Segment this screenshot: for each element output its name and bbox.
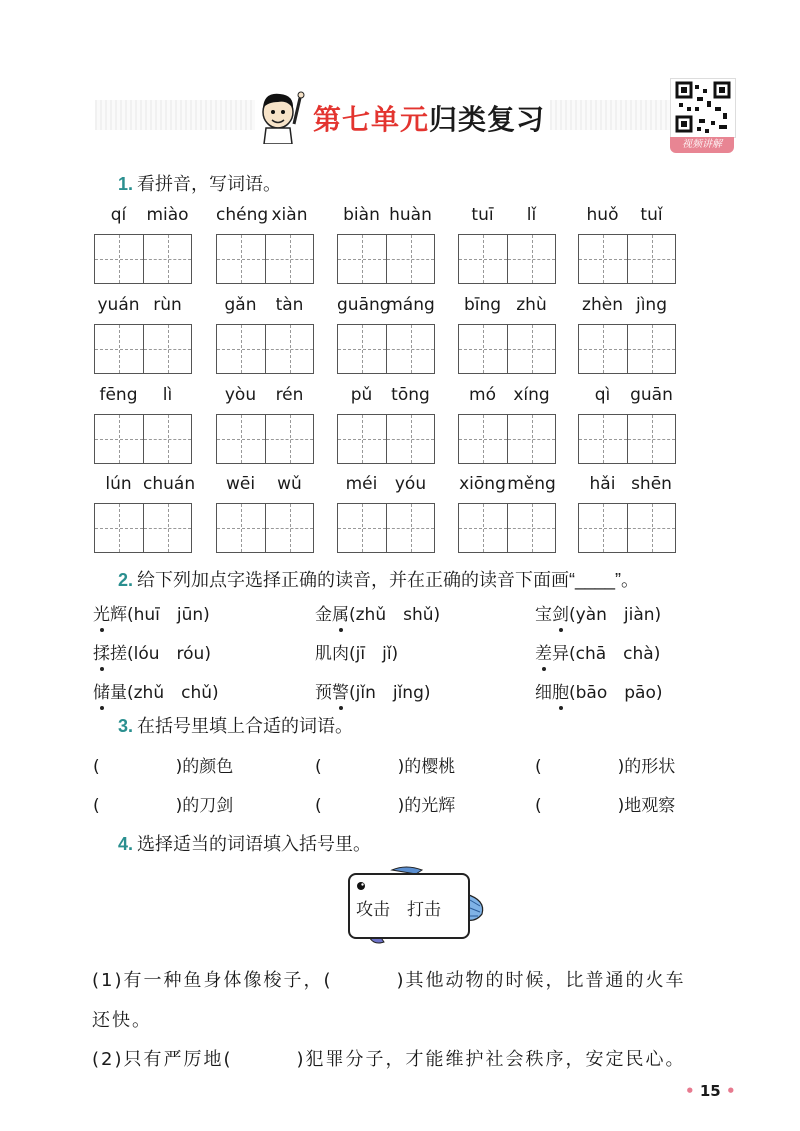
pinyin-item (94, 205, 192, 285)
pinyin-syllable: yuán (97, 295, 140, 315)
pinyin-syllable: lún (105, 474, 132, 494)
writing-cell[interactable] (386, 415, 434, 463)
writing-cell[interactable] (627, 235, 675, 283)
q4-sentence-2 (92, 1045, 686, 1071)
writing-cell[interactable] (217, 415, 265, 463)
pinyin-label (458, 295, 556, 315)
pinyin-syllable: qí (110, 205, 127, 225)
writing-cell[interactable] (627, 415, 675, 463)
writing-cell[interactable] (143, 415, 191, 463)
writing-cell[interactable] (338, 415, 386, 463)
pinyin-syllable: chuán (143, 474, 196, 494)
writing-box-pair (94, 503, 192, 553)
writing-box-pair (337, 503, 435, 553)
writing-box-pair (94, 324, 192, 374)
pinyin-syllable: měng (507, 474, 556, 494)
writing-cell[interactable] (579, 415, 627, 463)
q4-title (118, 830, 371, 856)
pinyin-syllable: guān (630, 385, 673, 405)
dotted-character: 胞 (552, 678, 569, 703)
writing-cell[interactable] (265, 415, 313, 463)
fill-blank-item (93, 752, 233, 777)
fill-blank-item (535, 791, 675, 816)
writing-box-pair (578, 414, 676, 464)
pronunciation-item (93, 678, 219, 703)
pinyin-syllable: xiàn (271, 205, 308, 225)
pinyin-item (578, 205, 676, 285)
q2-text: 给下列加点字选择正确的读音，并在正确的读音下面画“____”。 (137, 570, 640, 590)
item-text-after[interactable]: jǐ) (382, 644, 399, 664)
pinyin-label (458, 385, 556, 405)
writing-cell[interactable] (338, 325, 386, 373)
q4-number: 4. (118, 834, 134, 854)
pinyin-label (94, 295, 192, 315)
page-dot-left: • (685, 1082, 695, 1100)
writing-box-pair (458, 234, 556, 284)
pinyin-label (578, 205, 676, 225)
pinyin-syllable: lì (162, 385, 173, 405)
pinyin-item (337, 474, 435, 554)
pinyin-syllable: qì (594, 385, 611, 405)
pinyin-syllable: tuī (471, 205, 494, 225)
writing-cell[interactable] (627, 325, 675, 373)
pinyin-item (458, 205, 556, 285)
pinyin-syllable: pǔ (350, 385, 373, 405)
item-text-after[interactable]: (yàn jiàn) (569, 605, 662, 625)
pinyin-syllable: gǎn (224, 295, 257, 315)
dotted-character: 储 (93, 678, 110, 703)
item-text-before: 肌肉(jī (315, 644, 383, 664)
pinyin-label (578, 295, 676, 315)
pinyin-label (337, 205, 435, 225)
page-dot-right: • (725, 1082, 736, 1100)
pinyin-syllable: zhù (516, 295, 547, 315)
item-text-after[interactable]: (zhǔ shǔ) (349, 605, 441, 625)
writing-box-pair (216, 324, 314, 374)
q4-sentence-1-cont: 还快。 (92, 1010, 152, 1031)
writing-cell[interactable] (459, 415, 507, 463)
pinyin-item (94, 295, 192, 375)
writing-cell[interactable] (95, 415, 143, 463)
pinyin-item (578, 295, 676, 375)
dotted-character: 差 (535, 639, 552, 664)
dotted-character: 光 (93, 600, 110, 625)
pinyin-syllable: shēn (631, 474, 672, 494)
header-decor-right (550, 100, 670, 130)
pinyin-syllable: máng (386, 295, 435, 315)
writing-cell[interactable] (95, 504, 143, 552)
pinyin-label (216, 474, 314, 494)
writing-cell[interactable] (507, 415, 555, 463)
fill-blank-item (93, 791, 233, 816)
pinyin-label (458, 205, 556, 225)
pinyin-label (94, 205, 192, 225)
pinyin-syllable: wēi (225, 474, 256, 494)
pinyin-label (216, 295, 314, 315)
q4-sentence-1-part-b: )其他动物的时候，比普通的火车 (396, 970, 686, 991)
page-number (685, 1082, 736, 1100)
writing-box-pair (94, 234, 192, 284)
pinyin-syllable: rén (275, 385, 304, 405)
page-title (313, 98, 545, 138)
pinyin-item (337, 205, 435, 285)
open-paren: ( (315, 757, 322, 777)
open-paren: ( (535, 796, 542, 816)
item-text-before: 金 (315, 605, 332, 625)
word-choices: 攻击 打击 (356, 900, 441, 920)
pinyin-item (216, 295, 314, 375)
pinyin-label (458, 474, 556, 494)
q3-text: 在括号里填上合适的词语。 (137, 716, 354, 736)
writing-box-pair (216, 503, 314, 553)
pronunciation-item (315, 639, 398, 664)
writing-cell[interactable] (459, 235, 507, 283)
pinyin-syllable: biàn (343, 205, 380, 225)
pinyin-syllable: chéng (216, 205, 269, 225)
pinyin-syllable: huǒ (586, 205, 619, 225)
q1-text: 看拼音，写词语。 (137, 174, 282, 194)
mascot-boy-icon (250, 82, 312, 144)
pinyin-syllable: wǔ (277, 474, 302, 494)
writing-cell[interactable] (338, 235, 386, 283)
title-black-part: 归类复习 (429, 103, 546, 136)
item-text-before: 宝 (535, 605, 552, 625)
q3-number: 3. (118, 716, 134, 736)
writing-cell[interactable] (265, 504, 313, 552)
q4-sentence-2-part-a: (2)只有严厉地( (92, 1049, 233, 1070)
writing-cell[interactable] (579, 235, 627, 283)
writing-box-pair (458, 324, 556, 374)
pinyin-item (458, 295, 556, 375)
writing-cell[interactable] (507, 235, 555, 283)
pinyin-label (337, 295, 435, 315)
writing-box-pair (337, 324, 435, 374)
pinyin-item (578, 385, 676, 465)
pinyin-syllable: zhèn (582, 295, 623, 315)
pinyin-syllable: yòu (224, 385, 257, 405)
q2-title (118, 566, 639, 592)
pinyin-item (216, 474, 314, 554)
qr-caption: 视频讲解 (670, 137, 734, 153)
pinyin-syllable: yóu (394, 474, 427, 494)
pinyin-item (94, 385, 192, 465)
pinyin-syllable: tuǐ (640, 205, 663, 225)
item-text-after[interactable]: 量(zhǔ chǔ) (110, 683, 219, 703)
writing-box-pair (458, 503, 556, 553)
writing-cell[interactable] (459, 504, 507, 552)
dotted-character: 属 (332, 600, 349, 625)
pinyin-syllable: méi (345, 474, 378, 494)
pronunciation-item (535, 639, 660, 664)
pinyin-label (94, 474, 196, 494)
blank-suffix: )的颜色 (175, 757, 234, 777)
open-paren: ( (535, 757, 542, 777)
pinyin-syllable: tàn (275, 295, 304, 315)
writing-box-pair (578, 503, 676, 553)
writing-box-pair (458, 414, 556, 464)
blank-suffix: )的形状 (617, 757, 676, 777)
pinyin-syllable: guāng (337, 295, 391, 315)
pinyin-syllable: tōng (391, 385, 430, 405)
qr-code-icon[interactable] (670, 78, 736, 138)
pronunciation-item (93, 600, 210, 625)
writing-cell[interactable] (459, 325, 507, 373)
pinyin-item (216, 205, 314, 285)
q4-text: 选择适当的词语填入括号里。 (137, 834, 372, 854)
item-text-after[interactable]: 辉(huī jūn) (110, 605, 210, 625)
pinyin-syllable: rùn (153, 295, 182, 315)
writing-cell[interactable] (338, 504, 386, 552)
title-red-part: 第七单元 (313, 103, 430, 136)
q4-sentence-1-part-a: (1)有一种鱼身体像梭子，( (92, 970, 333, 991)
pinyin-label (94, 385, 192, 405)
writing-cell[interactable] (265, 325, 313, 373)
writing-cell[interactable] (143, 504, 191, 552)
pinyin-syllable: fēng (99, 385, 138, 405)
writing-cell[interactable] (507, 325, 555, 373)
item-text-before: 细 (535, 683, 552, 703)
pinyin-item (216, 385, 314, 465)
item-text-after[interactable]: (bāo pāo) (569, 683, 663, 703)
pinyin-syllable: miào (146, 205, 189, 225)
blank-suffix: )的刀剑 (175, 796, 234, 816)
writing-cell[interactable] (507, 504, 555, 552)
item-text-before: 预 (315, 683, 332, 703)
item-text-after[interactable]: (jǐn jǐng) (349, 683, 431, 703)
pinyin-syllable: lǐ (526, 205, 537, 225)
q4-sentence-2-part-b: )犯罪分子，才能维护社会秩序，安定民心。 (296, 1049, 686, 1070)
pronunciation-item (315, 600, 440, 625)
pinyin-label (578, 474, 676, 494)
pinyin-syllable: xíng (513, 385, 550, 405)
writing-cell[interactable] (386, 325, 434, 373)
pinyin-syllable: bīng (463, 295, 502, 315)
pinyin-item (458, 385, 556, 465)
pinyin-label (337, 474, 435, 494)
fish-eye-icon (356, 881, 366, 891)
writing-cell[interactable] (217, 325, 265, 373)
writing-cell[interactable] (627, 504, 675, 552)
pronunciation-item (315, 678, 431, 703)
blank-suffix: )地观察 (617, 796, 676, 816)
q1-number: 1. (118, 174, 134, 194)
pinyin-label (337, 385, 435, 405)
pinyin-item (458, 474, 556, 554)
pinyin-item (337, 385, 435, 465)
pinyin-syllable: huàn (389, 205, 432, 225)
pinyin-syllable: jìng (635, 295, 667, 315)
open-paren: ( (93, 796, 100, 816)
pinyin-item (337, 295, 435, 375)
page-number-text: 15 (699, 1082, 721, 1100)
pinyin-item (578, 474, 676, 554)
pinyin-syllable: mó (469, 385, 496, 405)
fill-blank-item (535, 752, 675, 777)
pinyin-label (216, 385, 314, 405)
open-paren: ( (315, 796, 322, 816)
writing-cell[interactable] (143, 235, 191, 283)
blank-suffix: )的光辉 (397, 796, 456, 816)
dotted-character: 揉 (93, 639, 110, 664)
open-paren: ( (93, 757, 100, 777)
dotted-character: 剑 (552, 600, 569, 625)
pinyin-label (578, 385, 676, 405)
pinyin-syllable: hǎi (589, 474, 616, 494)
writing-box-pair (216, 414, 314, 464)
writing-box-pair (578, 324, 676, 374)
item-text-after[interactable]: 异(chā chà) (552, 644, 661, 664)
q4-sentence-1 (92, 966, 686, 992)
writing-cell[interactable] (95, 325, 143, 373)
fill-blank-item (315, 752, 455, 777)
q2-number: 2. (118, 570, 134, 590)
dotted-character: 警 (332, 678, 349, 703)
writing-box-pair (216, 234, 314, 284)
blank-suffix: )的樱桃 (397, 757, 456, 777)
pronunciation-item (93, 639, 211, 664)
writing-cell[interactable] (386, 504, 434, 552)
pronunciation-item (535, 600, 661, 625)
writing-box-pair (578, 234, 676, 284)
fill-blank-item (315, 791, 455, 816)
header-decor-left (95, 100, 255, 130)
writing-cell[interactable] (579, 504, 627, 552)
writing-cell[interactable] (217, 504, 265, 552)
pinyin-item (94, 474, 196, 554)
writing-cell[interactable] (95, 235, 143, 283)
pinyin-label (216, 205, 314, 225)
q1-title (118, 170, 281, 196)
writing-box-pair (337, 234, 435, 284)
item-text-after[interactable]: 搓(lóu róu) (110, 644, 211, 664)
writing-box-pair (94, 414, 192, 464)
writing-cell[interactable] (579, 325, 627, 373)
q3-title (118, 712, 353, 738)
pronunciation-item (535, 678, 662, 703)
writing-box-pair (337, 414, 435, 464)
writing-cell[interactable] (143, 325, 191, 373)
writing-cell[interactable] (217, 235, 265, 283)
writing-cell[interactable] (265, 235, 313, 283)
writing-cell[interactable] (386, 235, 434, 283)
pinyin-syllable: xiōng (459, 474, 506, 494)
